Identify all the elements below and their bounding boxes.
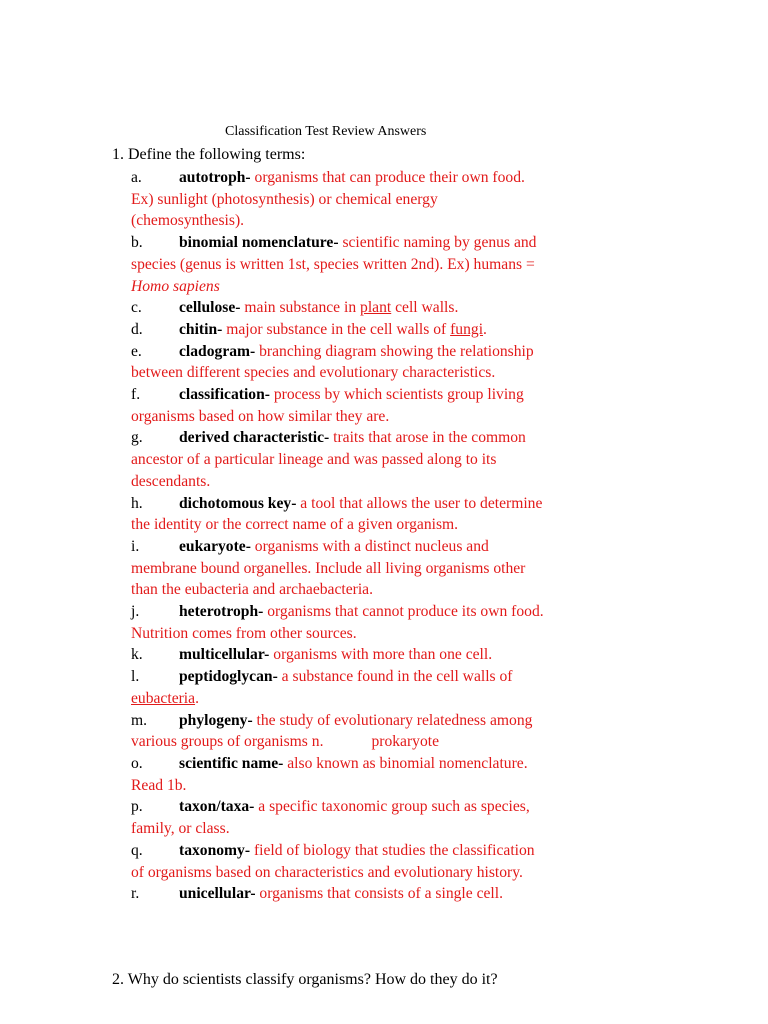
- definition-entry: [131, 384, 551, 427]
- entry-letter: k.: [131, 646, 143, 664]
- entry-underlined-word: plant: [360, 299, 392, 317]
- entry-letter: b.: [131, 234, 143, 252]
- entry-letter: l.: [131, 668, 140, 686]
- entry-trailing-term: prokaryote: [371, 733, 440, 751]
- entry-term: scientific name-: [179, 754, 284, 772]
- entry-example: humans =: [469, 255, 535, 273]
- definition-entry: [131, 883, 551, 905]
- entry-term: cladogram-: [179, 342, 256, 360]
- definition-entry: [131, 644, 551, 666]
- definition-entry: [131, 601, 551, 644]
- definition-entry: [131, 666, 551, 709]
- definition-entry: [131, 427, 551, 492]
- definition-entry: [131, 319, 551, 341]
- entry-definition: the study of evolutionary relatedness among various groups of organisms: [131, 711, 533, 751]
- entry-definition: a tool that allows the user to determine the identity or the correct name of a given organism.: [131, 494, 543, 534]
- entry-definition: organisms with more than one cell.: [269, 646, 493, 664]
- entry-letter: p.: [131, 798, 143, 816]
- entry-term: peptidoglycan-: [179, 668, 278, 686]
- entry-letter: g.: [131, 429, 143, 447]
- entry-definition: main substance in: [240, 299, 361, 317]
- definition-entry: [131, 493, 551, 536]
- definition-entry: [131, 232, 551, 297]
- entry-term: heterotroph-: [179, 603, 264, 621]
- entry-letter: j.: [131, 603, 140, 621]
- entry-term: eukaryote-: [179, 537, 251, 555]
- question-1: 1. Define the following terms:: [112, 146, 306, 163]
- entry-term: taxonomy-: [179, 841, 251, 859]
- question-2: 2. Why do scientists classify organisms? How do they do it?: [112, 971, 498, 988]
- entry-definition-end: .: [195, 689, 199, 707]
- entry-term: cellulose-: [179, 299, 241, 317]
- entry-definition: field of biology that studies the classification of organisms based on characteristics and evolutionary history.: [131, 841, 535, 881]
- entry-definition: a substance found in the cell walls of: [277, 668, 513, 686]
- entry-definition: organisms that consists of a single cell.: [255, 885, 503, 903]
- definition-entry: [131, 341, 551, 384]
- entry-definition: traits that arose in the common ancestor of a particular lineage and was passed along to its descendants.: [131, 429, 526, 490]
- entry-example-italic: Homo sapiens: [131, 277, 220, 295]
- entry-letter: d.: [131, 320, 143, 338]
- entry-term: multicellular-: [179, 646, 270, 664]
- entry-definition-end: .: [483, 320, 487, 338]
- definition-entry: [131, 840, 551, 883]
- definition-entry: [131, 297, 551, 319]
- definition-entry: [131, 710, 551, 753]
- document-title: Classification Test Review Answers: [225, 124, 427, 139]
- entry-letter: r.: [131, 885, 140, 903]
- entry-term: chitin-: [179, 320, 223, 338]
- entry-definition-end: cell walls.: [391, 299, 459, 317]
- entry-term: dichotomous key-: [179, 494, 297, 512]
- entry-definition: process by which scientists group living organisms based on how similar they are.: [131, 386, 524, 425]
- entry-definition: organisms that cannot produce its own food. Nutrition comes from other sources.: [131, 603, 544, 642]
- entry-letter: f.: [131, 386, 141, 404]
- entry-letter: e.: [131, 342, 142, 360]
- entry-definition: organisms with a distinct nucleus and membrane bound organelles. Include all living organisms other than the eubacteria and archaebacteria.: [131, 537, 526, 599]
- definition-entry: [131, 796, 551, 839]
- entry-term: derived characteristic-: [179, 429, 330, 447]
- entry-term: autotroph-: [179, 169, 251, 186]
- entry-definition: major substance in the cell walls of: [222, 320, 451, 338]
- entry-underlined-word: eubacteria: [131, 689, 196, 707]
- definitions-list: [131, 167, 551, 905]
- entry-definition: organisms that can produce their own food. Ex) sunlight (photosynthesis) or chemical energy (chemosynthesis).: [131, 169, 525, 230]
- entry-letter: m.: [131, 711, 148, 729]
- entry-term: binomial nomenclature-: [179, 234, 339, 252]
- entry-letter: q.: [131, 841, 143, 859]
- definition-entry: [131, 167, 551, 232]
- entry-letter: h.: [131, 494, 143, 512]
- entry-definition: also known as binomial nomenclature. Read 1b.: [131, 754, 528, 794]
- entry-definition: a specific taxonomic group such as species, family, or class.: [131, 798, 530, 838]
- entry-term: phylogeny-: [179, 711, 253, 729]
- entry-letter: o.: [131, 754, 143, 772]
- entry-term: taxon/taxa-: [179, 798, 255, 816]
- definition-entry: [131, 536, 551, 601]
- entry-term: unicellular-: [179, 885, 256, 903]
- entry-trailing-letter: n.: [307, 733, 324, 751]
- entry-term: classification-: [179, 386, 270, 404]
- entry-definition: branching diagram showing the relationship between different species and evolutionary characteristics.: [131, 342, 534, 382]
- definition-entry: [131, 753, 551, 796]
- entry-letter: c.: [131, 299, 142, 317]
- entry-letter: i.: [131, 537, 140, 555]
- entry-underlined-word: fungi: [450, 320, 484, 338]
- entry-letter: a.: [131, 169, 142, 186]
- entry-definition: scientific naming by genus and species (genus is written 1st, species written 2nd). Ex): [131, 234, 537, 273]
